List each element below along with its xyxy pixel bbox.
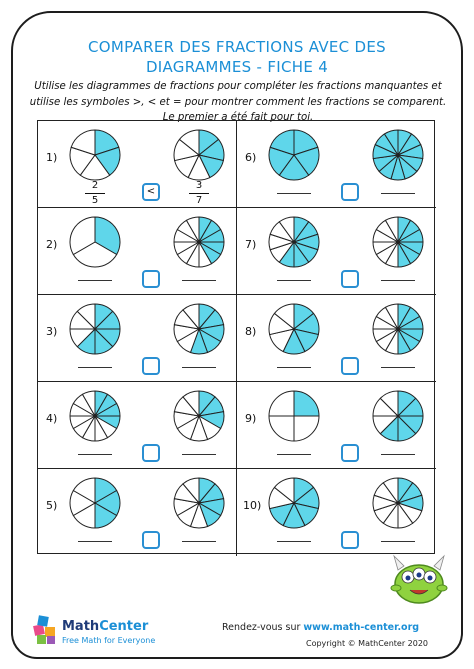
question-number: 3) [46, 325, 58, 338]
question-number: 5) [46, 499, 58, 512]
question-cell [237, 295, 436, 382]
unshaded-slice [269, 416, 294, 441]
monster-mascot-icon [388, 550, 450, 606]
right-fraction-pie [172, 215, 226, 269]
left-fraction-answer [85, 180, 105, 207]
question-cell [38, 382, 237, 469]
instruction-line3: Le premier a été fait pour toi. [162, 112, 314, 123]
brand-name [62, 619, 148, 634]
brand-center: Center [99, 619, 149, 634]
question-number: 6) [245, 151, 257, 164]
right-fraction-pie [371, 389, 425, 443]
copyright: Copyright © MathCenter 2020 [306, 639, 429, 648]
left-fraction-pie [68, 389, 122, 443]
right-fraction-pie [371, 302, 425, 356]
question-number: 10) [243, 499, 262, 512]
fraction-bar [85, 193, 105, 194]
left-fraction-answer-line[interactable] [78, 280, 112, 281]
question-cell [38, 469, 237, 556]
instruction-line2: utilise les symboles >, < et = pour montrer comment les fractions se comparent. [29, 97, 447, 108]
right-fraction-answer-line[interactable] [182, 454, 216, 455]
comparison-symbol-box[interactable] [142, 270, 160, 288]
question-number: 2) [46, 238, 58, 251]
left-fraction-answer-line[interactable] [277, 193, 311, 194]
worksheet-title-line2: DIAGRAMMES - FICHE 4 [145, 58, 329, 76]
right-fraction-answer-line[interactable] [381, 280, 415, 281]
right-fraction-answer-line[interactable] [381, 454, 415, 455]
question-cell [38, 121, 237, 208]
comparison-symbol-box[interactable]: < [142, 183, 160, 201]
left-fraction-answer-line[interactable] [78, 541, 112, 542]
question-cell [237, 382, 436, 469]
question-cell [237, 469, 436, 556]
right-fraction-answer-line[interactable] [182, 367, 216, 368]
right-denominator: 7 [195, 195, 203, 206]
visit-text [222, 622, 419, 633]
question-number: 1) [46, 151, 58, 164]
question-cell [237, 208, 436, 295]
right-fraction-answer-line[interactable] [182, 280, 216, 281]
worksheet-title-line1: COMPARER DES FRACTIONS AVEC DES [88, 38, 386, 56]
fraction-bar [189, 193, 209, 194]
left-fraction-answer-line[interactable] [277, 367, 311, 368]
left-fraction-pie [68, 302, 122, 356]
visit-label: Rendez-vous sur [222, 622, 301, 633]
shaded-slice [294, 391, 319, 416]
right-fraction-answer [189, 180, 209, 207]
left-fraction-answer-line[interactable] [78, 454, 112, 455]
question-cell [237, 121, 436, 208]
instruction-line1: Utilise les diagrammes de fractions pour compléter les fractions manquantes et [34, 81, 442, 92]
left-fraction-pie [68, 476, 122, 530]
website-link[interactable]: www.math-center.org [303, 622, 420, 633]
left-fraction-pie [68, 215, 122, 269]
right-fraction-pie [371, 215, 425, 269]
right-fraction-pie [371, 476, 425, 530]
comparison-symbol-box[interactable] [142, 444, 160, 462]
unshaded-slice [294, 416, 319, 441]
brand-math: Math [62, 619, 100, 634]
question-cell [38, 208, 237, 295]
left-fraction-answer-line[interactable] [277, 280, 311, 281]
comparison-symbol-box[interactable] [341, 357, 359, 375]
brand-tagline: Free Math for Everyone [62, 636, 156, 645]
left-fraction-answer-line[interactable] [277, 541, 311, 542]
comparison-symbol-box[interactable] [341, 444, 359, 462]
questions-grid [37, 120, 435, 554]
right-fraction-answer-line[interactable] [381, 367, 415, 368]
question-number: 9) [245, 412, 257, 425]
right-fraction-pie [172, 302, 226, 356]
left-fraction-answer-line[interactable] [277, 454, 311, 455]
comparison-symbol-box[interactable] [341, 183, 359, 201]
right-fraction-pie [172, 476, 226, 530]
question-number: 7) [245, 238, 257, 251]
comparison-symbol-box[interactable] [142, 531, 160, 549]
left-fraction-pie [267, 128, 321, 182]
right-fraction-pie [172, 389, 226, 443]
question-number: 8) [245, 325, 257, 338]
right-fraction-answer-line[interactable] [381, 541, 415, 542]
mathcenter-logo-icon [33, 615, 57, 645]
right-fraction-answer-line[interactable] [182, 541, 216, 542]
question-number: 4) [46, 412, 58, 425]
comparison-symbol-box[interactable] [341, 531, 359, 549]
right-fraction-answer-line[interactable] [381, 193, 415, 194]
right-fraction-pie [172, 128, 226, 182]
right-fraction-pie [371, 128, 425, 182]
comparison-symbol-box[interactable] [142, 357, 160, 375]
comparison-symbol-box[interactable] [341, 270, 359, 288]
left-fraction-pie [267, 302, 321, 356]
left-fraction-pie [267, 389, 321, 443]
left-denominator: 5 [91, 195, 99, 206]
left-fraction-answer-line[interactable] [78, 367, 112, 368]
left-fraction-pie [68, 128, 122, 182]
unshaded-slice [269, 391, 294, 416]
question-cell [38, 295, 237, 382]
left-numerator: 2 [91, 180, 99, 191]
left-fraction-pie [267, 215, 321, 269]
right-numerator: 3 [195, 180, 203, 191]
left-fraction-pie [267, 476, 321, 530]
